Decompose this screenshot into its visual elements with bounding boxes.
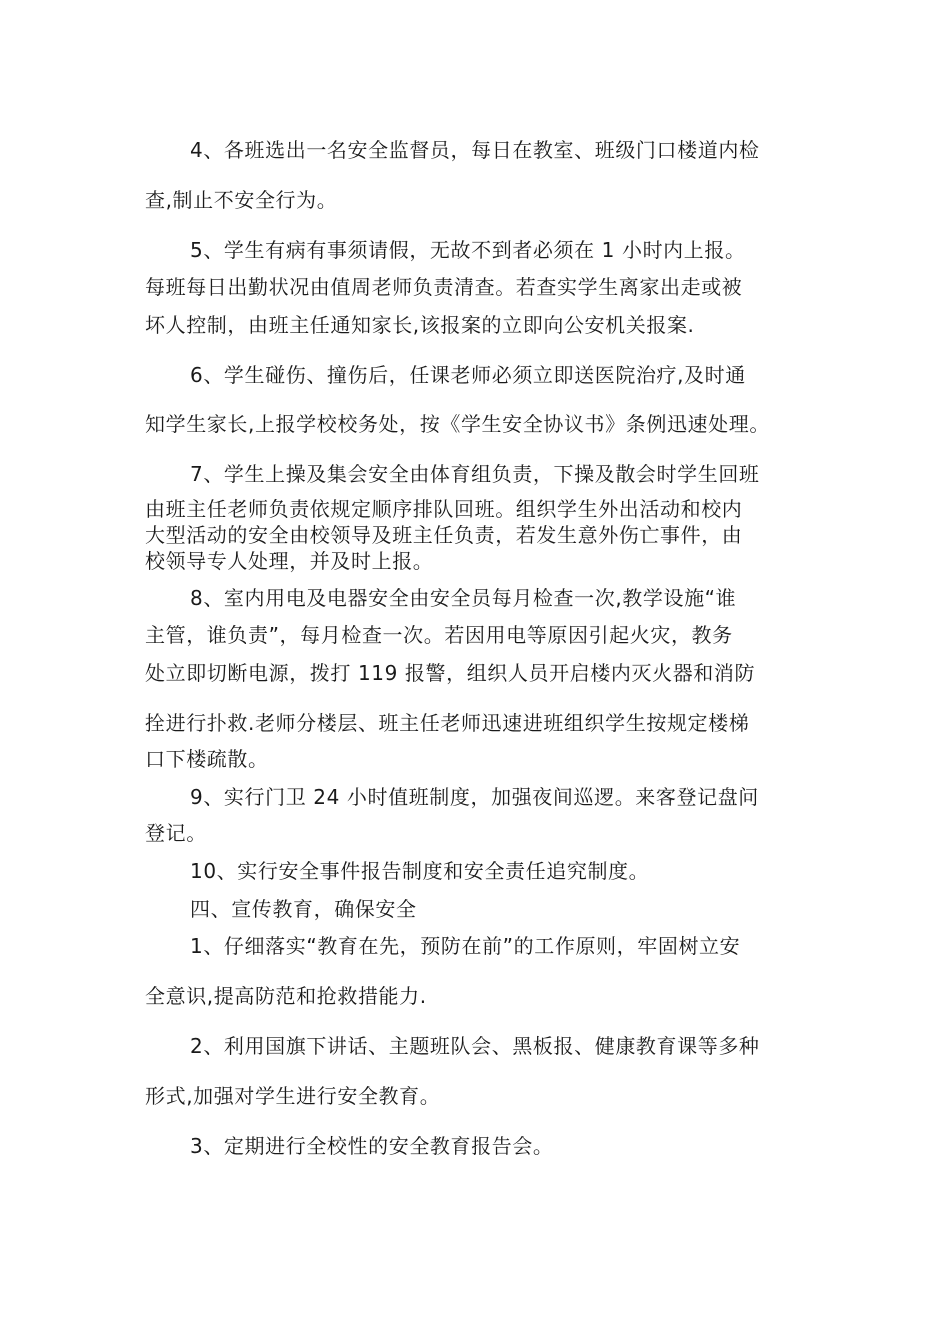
- text-line: 拴进行扑救.老师分楼层、班主任老师迅速进班组织学生按规定楼梯: [145, 711, 750, 735]
- text-line: 5、学生有病有事须请假，无故不到者必须在 1 小时内上报。: [190, 238, 746, 262]
- text-line: 8、室内用电及电器安全由安全员每月检查一次,教学设施“谁: [190, 586, 737, 610]
- text-line: 处立即切断电源，拨打 119 报警，组织人员开启楼内灭火器和消防: [145, 661, 756, 685]
- text-line: 由班主任老师负责依规定顺序排队回班。组织学生外出活动和校内: [145, 497, 743, 521]
- text-line: 全意识,提高防范和抢救措能力.: [145, 984, 427, 1008]
- text-line: 1、仔细落实“教育在先，预防在前”的工作原则，牢固树立安: [190, 934, 741, 958]
- text-line: 每班每日出勤状况由值周老师负责清查。若查实学生离家出走或被: [145, 275, 743, 299]
- text-line: 主管，谁负责”，每月检查一次。若因用电等原因引起火灾，教务: [145, 623, 733, 647]
- text-line: 知学生家长,上报学校校务处，按《学生安全协议书》条例迅速处理。: [145, 412, 770, 436]
- text-line: 7、学生上操及集会安全由体育组负责，下操及散会时学生回班: [190, 462, 760, 486]
- text-line: 2、利用国旗下讲话、主题班队会、黑板报、健康教育课等多种: [190, 1034, 760, 1058]
- text-line: 形式,加强对学生进行安全教育。: [145, 1084, 441, 1108]
- text-line: 登记。: [145, 821, 207, 845]
- text-line: 6、学生碰伤、撞伤后，任课老师必须立即送医院治疗,及时通: [190, 363, 746, 387]
- text-line: 9、实行门卫 24 小时值班制度，加强夜间巡逻。来客登记盘问: [190, 785, 759, 809]
- text-line: 大型活动的安全由校领导及班主任负责，若发生意外伤亡事件，由: [145, 523, 743, 547]
- text-line: 查,制止不安全行为。: [145, 188, 338, 212]
- text-line: 3、定期进行全校性的安全教育报告会。: [190, 1134, 554, 1158]
- section-heading: 四、宣传教育，确保安全: [190, 897, 417, 921]
- text-line: 校领导专人处理，并及时上报。: [145, 549, 434, 573]
- text-line: 口下楼疏散。: [145, 747, 269, 771]
- text-line: 坏人控制，由班主任通知家长,该报案的立即向公安机关报案.: [145, 313, 695, 337]
- text-line: 4、各班选出一名安全监督员，每日在教室、班级门口楼道内检: [190, 138, 760, 162]
- text-line: 10、实行安全事件报告制度和安全责任追究制度。: [190, 859, 650, 883]
